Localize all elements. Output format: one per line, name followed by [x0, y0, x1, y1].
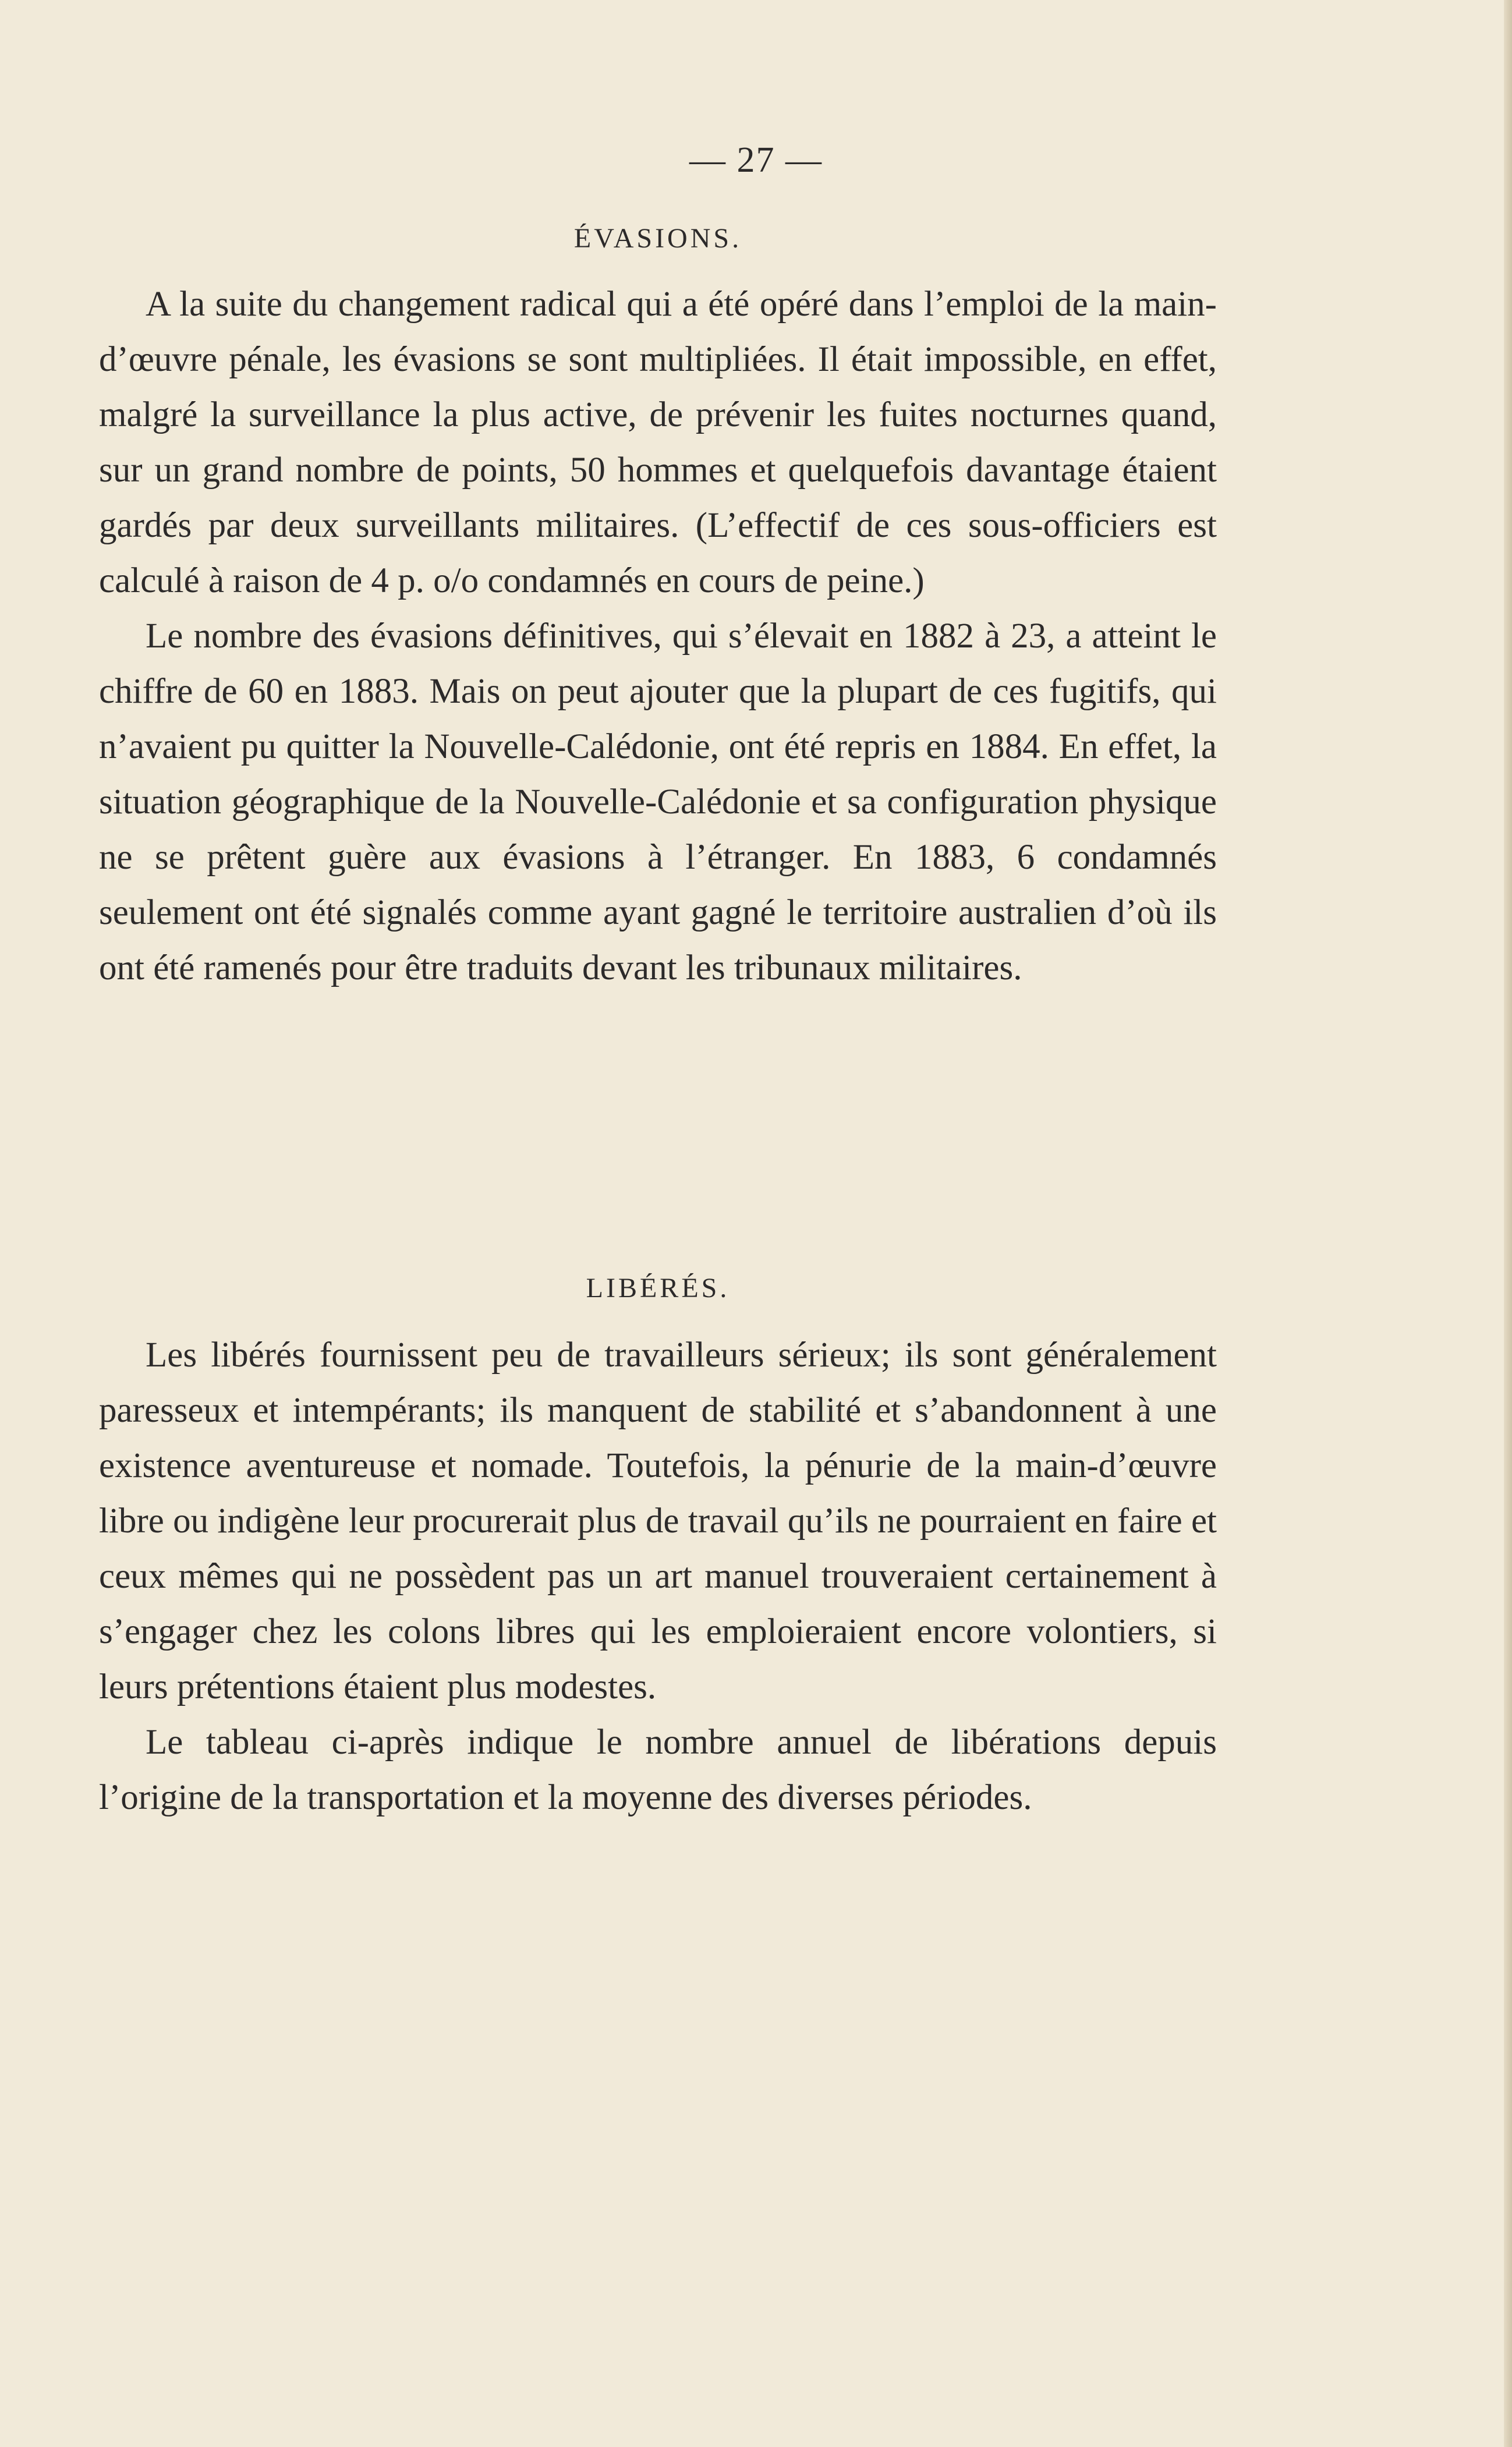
section-heading-liberes: LIBÉRÉS. — [586, 1273, 730, 1304]
paragraph: A la suite du changement radical qui a été opéré dans l’emploi de la main-d’œuvre pénale, les évasions se sont multipliées. Il était impossible, en effet, malgré la surveillance la plus active, de prévenir les fuites nocturnes quand, sur un grand nombre de points, 50 hommes et quelquefois davantage étaient gardés par deux surveillants militaires. (L’effectif de ces sous-officiers est calculé à raison de 4 p. o/o condamnés en cours de peine.) — [99, 285, 1217, 600]
section-body-evasions — [99, 277, 1217, 996]
page-number: — 27 — — [689, 140, 823, 180]
section-body-liberes — [99, 1327, 1217, 1825]
paragraph: Le tableau ci-après indique le nombre annuel de libérations depuis l’origine de la transportation et la moyenne des diverses périodes. — [99, 1723, 1217, 1817]
paragraph: Les libérés fournissent peu de travailleurs sérieux; ils sont généralement paresseux et intempérants; ils manquent de stabilité et s’abandonnent à une existence aventureuse et nomade. Toutefois, la pénurie de la main-d’œuvre libre ou indigène leur procurerait plus de travail qu’ils ne pourraient en faire et ceux mêmes qui ne possèdent pas un art manuel trouveraient certainement à s’engager chez les colons libres qui les emploieraient encore volontiers, si leurs prétentions étaient plus modestes. — [99, 1336, 1217, 1706]
page-edge-shadow — [1504, 0, 1512, 2447]
section-heading-evasions: ÉVASIONS. — [573, 223, 742, 254]
paragraph: Le nombre des évasions définitives, qui s’élevait en 1882 à 23, a atteint le chiffre de 60 en 1883. Mais on peut ajouter que la plupart de ces fugitifs, qui n’avaient pu quitter la Nouvelle-Calédonie, ont été repris en 1884. En effet, la situation géographique de la Nouvelle-Calédonie et sa configuration physique ne se prêtent guère aux évasions à l’étranger. En 1883, 6 condamnés seulement ont été signalés comme ayant gagné le territoire australien d’où ils ont été ramenés pour être traduits devant les tribunaux militaires. — [99, 617, 1217, 987]
